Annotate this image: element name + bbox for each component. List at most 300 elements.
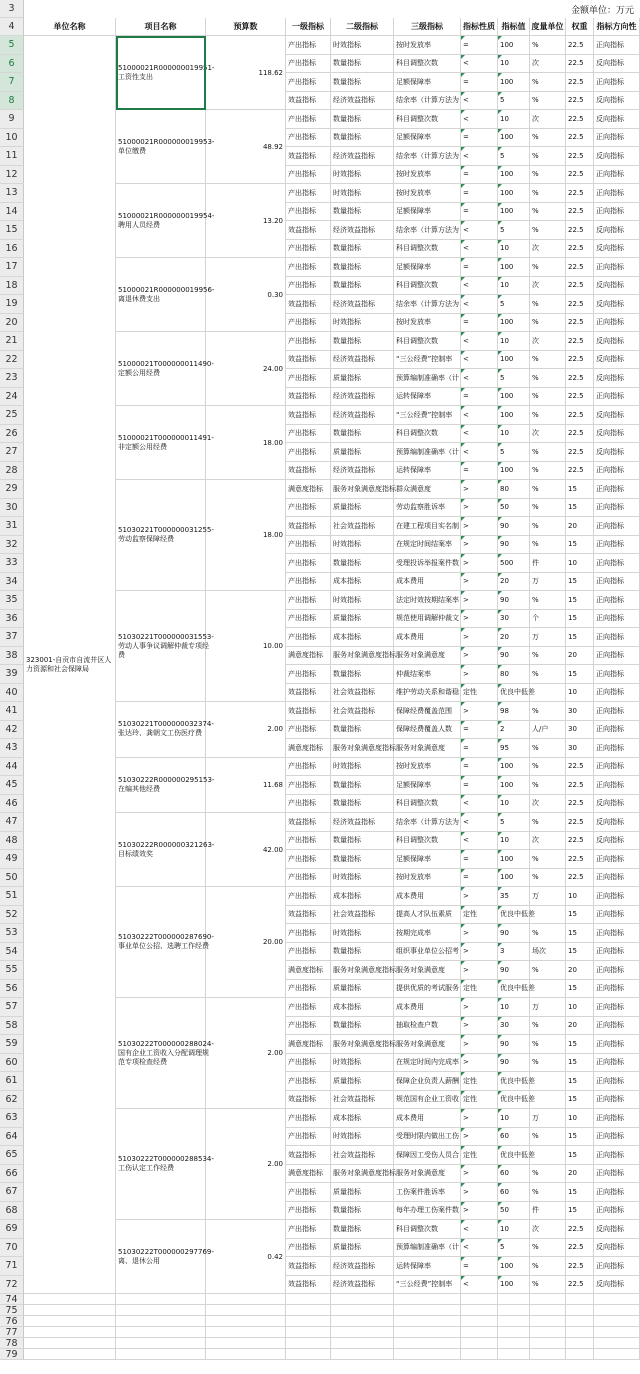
indicator-cell[interactable]: % — [530, 314, 566, 333]
row-header[interactable]: 52 — [0, 906, 24, 925]
indicator-cell[interactable]: 产出指标 — [286, 1109, 331, 1128]
indicator-cell[interactable]: 100 — [498, 129, 530, 148]
indicator-cell[interactable]: 效益指标 — [286, 684, 331, 703]
indicator-cell[interactable]: 结余率（计算方法为 — [394, 813, 461, 832]
row-header[interactable]: 60 — [0, 1054, 24, 1073]
empty-cell[interactable] — [206, 1305, 286, 1316]
indicator-cell[interactable]: 正向指标 — [594, 721, 640, 740]
empty-cell[interactable] — [286, 1305, 331, 1316]
indicator-cell[interactable]: 22.5 — [566, 147, 594, 166]
row-header[interactable]: 14 — [0, 203, 24, 222]
row-header[interactable]: 70 — [0, 1239, 24, 1258]
indicator-cell[interactable]: 科目调整次数 — [394, 277, 461, 296]
indicator-cell[interactable]: 效益指标 — [286, 517, 331, 536]
indicator-cell[interactable]: 反向指标 — [594, 832, 640, 851]
indicator-cell[interactable]: 运转保障率 — [394, 388, 461, 407]
indicator-cell[interactable]: 质量指标 — [331, 980, 394, 999]
indicator-cell[interactable]: 100 — [498, 203, 530, 222]
indicator-cell[interactable]: 正向指标 — [594, 184, 640, 203]
empty-cell[interactable] — [331, 1305, 394, 1316]
indicator-cell[interactable]: % — [530, 1239, 566, 1258]
indicator-cell[interactable]: > — [461, 702, 498, 721]
empty-cell[interactable] — [116, 1338, 206, 1349]
indicator-cell[interactable]: 15 — [566, 980, 594, 999]
indicator-cell[interactable]: > — [461, 647, 498, 666]
indicator-cell[interactable]: 5 — [498, 221, 530, 240]
indicator-cell[interactable]: 个 — [530, 610, 566, 629]
indicator-cell[interactable]: < — [461, 351, 498, 370]
indicator-cell[interactable]: 22.5 — [566, 221, 594, 240]
empty-cell[interactable] — [498, 1327, 530, 1338]
indicator-cell[interactable]: 运转保障率 — [394, 462, 461, 481]
indicator-cell[interactable]: 优良中低差 — [498, 1091, 530, 1110]
empty-cell[interactable] — [286, 1294, 331, 1305]
indicator-cell[interactable]: 产出指标 — [286, 832, 331, 851]
indicator-cell[interactable]: 成本指标 — [331, 573, 394, 592]
row-header[interactable]: 54 — [0, 943, 24, 962]
indicator-cell[interactable]: 15 — [566, 480, 594, 499]
indicator-cell[interactable]: 定性 — [461, 980, 498, 999]
indicator-cell[interactable]: 正向指标 — [594, 961, 640, 980]
indicator-cell[interactable]: > — [461, 887, 498, 906]
indicator-cell[interactable]: 15 — [566, 1202, 594, 1221]
indicator-cell[interactable]: 22.5 — [566, 240, 594, 259]
project-name-cell[interactable]: 51030222T000000288534-工伤认定工作经费 — [116, 1109, 206, 1220]
indicator-cell[interactable]: % — [530, 850, 566, 869]
project-name-cell[interactable]: 51030222T000000297769-离、退休公用 — [116, 1220, 206, 1294]
empty-cell[interactable] — [394, 1327, 461, 1338]
indicator-cell[interactable]: 产出指标 — [286, 203, 331, 222]
indicator-cell[interactable]: 90 — [498, 961, 530, 980]
indicator-cell[interactable]: 效益指标 — [286, 406, 331, 425]
indicator-cell[interactable]: 正向指标 — [594, 1183, 640, 1202]
row-header[interactable]: 30 — [0, 499, 24, 518]
indicator-cell[interactable]: > — [461, 517, 498, 536]
budget-amount-cell[interactable]: 0.42 — [206, 1220, 286, 1294]
row-header[interactable]: 11 — [0, 147, 24, 166]
indicator-cell[interactable]: 正向指标 — [594, 998, 640, 1017]
indicator-cell[interactable]: 经济效益指标 — [331, 221, 394, 240]
empty-cell[interactable] — [116, 1349, 206, 1360]
indicator-cell[interactable]: 正向指标 — [594, 739, 640, 758]
budget-amount-cell[interactable]: 0.30 — [206, 258, 286, 332]
indicator-cell[interactable]: 100 — [498, 1276, 530, 1295]
indicator-cell[interactable]: 效益指标 — [286, 702, 331, 721]
indicator-cell[interactable]: 正向指标 — [594, 573, 640, 592]
empty-cell[interactable] — [206, 1338, 286, 1349]
indicator-cell[interactable]: 按时发放率 — [394, 36, 461, 55]
empty-cell[interactable] — [498, 1316, 530, 1327]
project-name-cell[interactable]: 51030222R000000295153-在编其他经费 — [116, 758, 206, 814]
indicator-cell[interactable]: 反向指标 — [594, 369, 640, 388]
indicator-cell[interactable]: % — [530, 166, 566, 185]
indicator-cell[interactable] — [530, 980, 566, 999]
row-header[interactable]: 6 — [0, 55, 24, 74]
indicator-cell[interactable]: 按时发放率 — [394, 184, 461, 203]
indicator-cell[interactable]: 效益指标 — [286, 813, 331, 832]
indicator-cell[interactable]: 经济效益指标 — [331, 462, 394, 481]
row-header[interactable]: 75 — [0, 1305, 24, 1316]
indicator-cell[interactable]: 产出指标 — [286, 665, 331, 684]
indicator-cell[interactable]: 产出指标 — [286, 1239, 331, 1258]
indicator-cell[interactable]: 按时发放率 — [394, 869, 461, 888]
indicator-cell[interactable]: 15 — [566, 499, 594, 518]
indicator-cell[interactable]: 数量指标 — [331, 425, 394, 444]
indicator-cell[interactable]: > — [461, 1035, 498, 1054]
budget-amount-cell[interactable]: 2.00 — [206, 1109, 286, 1220]
row-header-3[interactable]: 3 — [0, 0, 24, 18]
indicator-cell[interactable]: 社会效益指标 — [331, 1146, 394, 1165]
indicator-cell[interactable]: 运转保障率 — [394, 1257, 461, 1276]
indicator-cell[interactable]: 服务对象满意度指标 — [331, 1165, 394, 1184]
row-header[interactable]: 56 — [0, 980, 24, 999]
indicator-cell[interactable]: = — [461, 203, 498, 222]
indicator-cell[interactable]: = — [461, 1257, 498, 1276]
indicator-cell[interactable]: 22.5 — [566, 369, 594, 388]
indicator-cell[interactable]: 数量指标 — [331, 258, 394, 277]
empty-cell[interactable] — [566, 1338, 594, 1349]
project-name-cell[interactable]: 51030222R000000321263-目标绩效奖 — [116, 813, 206, 887]
budget-amount-cell[interactable]: 18.00 — [206, 406, 286, 480]
indicator-cell[interactable]: 22.5 — [566, 351, 594, 370]
indicator-cell[interactable]: 正向指标 — [594, 776, 640, 795]
indicator-cell[interactable]: 经济效益指标 — [331, 1276, 394, 1295]
indicator-cell[interactable]: < — [461, 332, 498, 351]
row-header[interactable]: 67 — [0, 1183, 24, 1202]
indicator-cell[interactable]: 每年办理工伤案件数 — [394, 1202, 461, 1221]
indicator-cell[interactable]: < — [461, 277, 498, 296]
indicator-cell[interactable]: 时效指标 — [331, 1128, 394, 1147]
indicator-cell[interactable]: 5 — [498, 443, 530, 462]
indicator-cell[interactable]: 服务对象满意度 — [394, 1035, 461, 1054]
indicator-cell[interactable]: 服务对象满意度指标 — [331, 480, 394, 499]
budget-amount-cell[interactable]: 2.00 — [206, 998, 286, 1109]
indicator-cell[interactable]: 100 — [498, 314, 530, 333]
indicator-cell[interactable]: 效益指标 — [286, 1276, 331, 1295]
column-header[interactable]: 权重 — [566, 18, 594, 36]
empty-cell[interactable] — [116, 1305, 206, 1316]
indicator-cell[interactable]: 次 — [530, 277, 566, 296]
indicator-cell[interactable] — [530, 906, 566, 925]
indicator-cell[interactable]: > — [461, 943, 498, 962]
indicator-cell[interactable]: 产出指标 — [286, 573, 331, 592]
indicator-cell[interactable]: % — [530, 1276, 566, 1295]
indicator-cell[interactable]: 90 — [498, 1054, 530, 1073]
empty-cell[interactable] — [24, 1338, 116, 1349]
indicator-cell[interactable]: 产出指标 — [286, 924, 331, 943]
indicator-cell[interactable]: = — [461, 462, 498, 481]
empty-cell[interactable] — [394, 1294, 461, 1305]
indicator-cell[interactable]: 受理时限内做出工伤 — [394, 1128, 461, 1147]
row-header[interactable]: 50 — [0, 869, 24, 888]
indicator-cell[interactable]: 反向指标 — [594, 221, 640, 240]
indicator-cell[interactable]: 科目调整次数 — [394, 832, 461, 851]
indicator-cell[interactable]: 效益指标 — [286, 1257, 331, 1276]
indicator-cell[interactable]: = — [461, 314, 498, 333]
indicator-cell[interactable]: 10 — [566, 684, 594, 703]
row-header[interactable]: 27 — [0, 443, 24, 462]
indicator-cell[interactable]: 正向指标 — [594, 129, 640, 148]
indicator-cell[interactable]: > — [461, 924, 498, 943]
indicator-cell[interactable]: 反向指标 — [594, 795, 640, 814]
row-header[interactable]: 40 — [0, 684, 24, 703]
empty-cell[interactable] — [594, 1316, 640, 1327]
empty-cell[interactable] — [594, 1327, 640, 1338]
indicator-cell[interactable]: 100 — [498, 776, 530, 795]
indicator-cell[interactable]: 服务对象满意度 — [394, 739, 461, 758]
indicator-cell[interactable]: 时效指标 — [331, 758, 394, 777]
indicator-cell[interactable]: 产出指标 — [286, 129, 331, 148]
indicator-cell[interactable]: 次 — [530, 832, 566, 851]
column-header[interactable]: 一级指标 — [286, 18, 331, 36]
indicator-cell[interactable]: 成本费用 — [394, 1109, 461, 1128]
indicator-cell[interactable]: 正向指标 — [594, 314, 640, 333]
indicator-cell[interactable]: 定性 — [461, 684, 498, 703]
indicator-cell[interactable]: 保障经费覆盖范围 — [394, 702, 461, 721]
indicator-cell[interactable]: 服务对象满意度指标 — [331, 1035, 394, 1054]
indicator-cell[interactable]: % — [530, 776, 566, 795]
indicator-cell[interactable]: 成本费用 — [394, 573, 461, 592]
indicator-cell[interactable]: 10 — [566, 998, 594, 1017]
indicator-cell[interactable]: 10 — [498, 998, 530, 1017]
indicator-cell[interactable]: 20 — [498, 628, 530, 647]
indicator-cell[interactable]: 20 — [498, 573, 530, 592]
indicator-cell[interactable]: 100 — [498, 36, 530, 55]
indicator-cell[interactable]: % — [530, 813, 566, 832]
empty-cell[interactable] — [461, 1305, 498, 1316]
indicator-cell[interactable]: 产出指标 — [286, 1202, 331, 1221]
row-header[interactable]: 21 — [0, 332, 24, 351]
indicator-cell[interactable]: % — [530, 665, 566, 684]
empty-cell[interactable] — [594, 1338, 640, 1349]
indicator-cell[interactable]: % — [530, 129, 566, 148]
indicator-cell[interactable]: 22.5 — [566, 462, 594, 481]
indicator-cell[interactable]: 50 — [498, 499, 530, 518]
indicator-cell[interactable]: 正向指标 — [594, 1128, 640, 1147]
indicator-cell[interactable]: 数量指标 — [331, 73, 394, 92]
budget-amount-cell[interactable]: 10.00 — [206, 591, 286, 702]
indicator-cell[interactable]: 60 — [498, 1128, 530, 1147]
row-header[interactable]: 66 — [0, 1165, 24, 1184]
indicator-cell[interactable]: 数量指标 — [331, 240, 394, 259]
empty-cell[interactable] — [24, 1305, 116, 1316]
row-header[interactable]: 20 — [0, 314, 24, 333]
indicator-cell[interactable]: 场次 — [530, 943, 566, 962]
row-header[interactable]: 10 — [0, 129, 24, 148]
indicator-cell[interactable]: 22.5 — [566, 1276, 594, 1295]
empty-cell[interactable] — [206, 1294, 286, 1305]
indicator-cell[interactable]: 10 — [498, 240, 530, 259]
indicator-cell[interactable]: 反向指标 — [594, 277, 640, 296]
empty-cell[interactable] — [24, 1316, 116, 1327]
project-name-cell[interactable]: 51000021R000000019954-聘用人员经费 — [116, 184, 206, 258]
indicator-cell[interactable]: = — [461, 869, 498, 888]
budget-amount-cell[interactable]: 20.00 — [206, 887, 286, 998]
indicator-cell[interactable]: 22.5 — [566, 184, 594, 203]
indicator-cell[interactable]: % — [530, 147, 566, 166]
indicator-cell[interactable]: 反向指标 — [594, 1220, 640, 1239]
indicator-cell[interactable]: 预算编制准确率（计 — [394, 369, 461, 388]
indicator-cell[interactable]: > — [461, 1017, 498, 1036]
indicator-cell[interactable]: 优良中低差 — [498, 1072, 530, 1091]
indicator-cell[interactable]: 30 — [498, 610, 530, 629]
indicator-cell[interactable]: 产出指标 — [286, 258, 331, 277]
indicator-cell[interactable]: 定性 — [461, 906, 498, 925]
row-header[interactable]: 35 — [0, 591, 24, 610]
indicator-cell[interactable]: 产出指标 — [286, 277, 331, 296]
row-header[interactable]: 55 — [0, 961, 24, 980]
indicator-cell[interactable]: 22.5 — [566, 869, 594, 888]
indicator-cell[interactable]: 件 — [530, 1202, 566, 1221]
indicator-cell[interactable]: < — [461, 1220, 498, 1239]
row-header[interactable]: 18 — [0, 277, 24, 296]
indicator-cell[interactable]: 5 — [498, 92, 530, 111]
indicator-cell[interactable]: 22.5 — [566, 295, 594, 314]
indicator-cell[interactable]: % — [530, 203, 566, 222]
indicator-cell[interactable]: 正向指标 — [594, 1165, 640, 1184]
row-header[interactable]: 64 — [0, 1128, 24, 1147]
empty-cell[interactable] — [594, 1294, 640, 1305]
indicator-cell[interactable]: 5 — [498, 369, 530, 388]
row-header[interactable]: 25 — [0, 406, 24, 425]
row-header[interactable]: 28 — [0, 462, 24, 481]
indicator-cell[interactable]: 22.5 — [566, 406, 594, 425]
indicator-cell[interactable]: 10 — [498, 832, 530, 851]
indicator-cell[interactable] — [530, 1146, 566, 1165]
row-header[interactable]: 36 — [0, 610, 24, 629]
empty-cell[interactable] — [461, 1327, 498, 1338]
indicator-cell[interactable]: 15 — [566, 1072, 594, 1091]
indicator-cell[interactable]: 效益指标 — [286, 295, 331, 314]
empty-cell[interactable] — [24, 1327, 116, 1338]
indicator-cell[interactable]: 效益指标 — [286, 388, 331, 407]
empty-cell[interactable] — [286, 1316, 331, 1327]
indicator-cell[interactable]: 数量指标 — [331, 203, 394, 222]
indicator-cell[interactable]: 服务对象满意度 — [394, 647, 461, 666]
row-header[interactable]: 48 — [0, 832, 24, 851]
indicator-cell[interactable]: 产出指标 — [286, 1220, 331, 1239]
empty-cell[interactable] — [566, 1327, 594, 1338]
indicator-cell[interactable]: 满意度指标 — [286, 1165, 331, 1184]
indicator-cell[interactable]: 正向指标 — [594, 647, 640, 666]
indicator-cell[interactable]: % — [530, 480, 566, 499]
empty-cell[interactable] — [566, 1316, 594, 1327]
empty-cell[interactable] — [461, 1338, 498, 1349]
indicator-cell[interactable]: > — [461, 665, 498, 684]
empty-cell[interactable] — [498, 1294, 530, 1305]
indicator-cell[interactable]: 正向指标 — [594, 610, 640, 629]
empty-cell[interactable] — [116, 1316, 206, 1327]
row-header[interactable]: 72 — [0, 1276, 24, 1295]
budget-amount-cell[interactable]: 11.68 — [206, 758, 286, 814]
indicator-cell[interactable]: 数量指标 — [331, 554, 394, 573]
indicator-cell[interactable]: 10 — [498, 1109, 530, 1128]
indicator-cell[interactable]: 效益指标 — [286, 92, 331, 111]
row-header[interactable]: 13 — [0, 184, 24, 203]
row-header[interactable]: 43 — [0, 739, 24, 758]
indicator-cell[interactable]: < — [461, 55, 498, 74]
indicator-cell[interactable]: 件 — [530, 554, 566, 573]
project-name-cell[interactable]: 51030221T000000031255-劳动监察保障经费 — [116, 480, 206, 591]
indicator-cell[interactable]: = — [461, 36, 498, 55]
indicator-cell[interactable]: 产出指标 — [286, 1128, 331, 1147]
row-header[interactable]: 42 — [0, 721, 24, 740]
budget-amount-cell[interactable]: 13.20 — [206, 184, 286, 258]
indicator-cell[interactable]: 保障因工受伤人员合 — [394, 1146, 461, 1165]
indicator-cell[interactable]: 效益指标 — [286, 1091, 331, 1110]
indicator-cell[interactable]: 优良中低差 — [498, 980, 530, 999]
indicator-cell[interactable]: 数量指标 — [331, 832, 394, 851]
row-header[interactable]: 65 — [0, 1146, 24, 1165]
indicator-cell[interactable]: 经济效益指标 — [331, 1257, 394, 1276]
indicator-cell[interactable]: 满意度指标 — [286, 647, 331, 666]
row-header[interactable]: 24 — [0, 388, 24, 407]
empty-cell[interactable] — [566, 1305, 594, 1316]
indicator-cell[interactable]: 效益指标 — [286, 1146, 331, 1165]
indicator-cell[interactable]: 反向指标 — [594, 332, 640, 351]
indicator-cell[interactable]: % — [530, 1165, 566, 1184]
indicator-cell[interactable]: 数量指标 — [331, 850, 394, 869]
indicator-cell[interactable]: 时效指标 — [331, 1054, 394, 1073]
indicator-cell[interactable]: 80 — [498, 665, 530, 684]
indicator-cell[interactable]: 100 — [498, 758, 530, 777]
indicator-cell[interactable]: 预算编制准确率（计 — [394, 1239, 461, 1258]
indicator-cell[interactable]: % — [530, 702, 566, 721]
empty-cell[interactable] — [530, 1327, 566, 1338]
indicator-cell[interactable]: > — [461, 1183, 498, 1202]
indicator-cell[interactable]: 成本指标 — [331, 998, 394, 1017]
column-header[interactable]: 度量单位 — [530, 18, 566, 36]
indicator-cell[interactable]: 正向指标 — [594, 36, 640, 55]
indicator-cell[interactable]: 定性 — [461, 1072, 498, 1091]
indicator-cell[interactable]: 正向指标 — [594, 462, 640, 481]
row-header[interactable]: 39 — [0, 665, 24, 684]
row-header[interactable]: 29 — [0, 480, 24, 499]
indicator-cell[interactable]: 22.5 — [566, 129, 594, 148]
indicator-cell[interactable]: 足额保障率 — [394, 258, 461, 277]
budget-amount-cell[interactable]: 48.92 — [206, 110, 286, 184]
indicator-cell[interactable]: 在规定时间内完成率 — [394, 1054, 461, 1073]
indicator-cell[interactable]: < — [461, 221, 498, 240]
empty-cell[interactable] — [286, 1327, 331, 1338]
indicator-cell[interactable]: 产出指标 — [286, 499, 331, 518]
indicator-cell[interactable]: 产出指标 — [286, 443, 331, 462]
indicator-cell[interactable]: 正向指标 — [594, 591, 640, 610]
row-header[interactable]: 32 — [0, 536, 24, 555]
column-header[interactable]: 二级指标 — [331, 18, 394, 36]
indicator-cell[interactable]: “三公经费”控制率 — [394, 1276, 461, 1295]
indicator-cell[interactable]: 15 — [566, 591, 594, 610]
empty-cell[interactable] — [594, 1305, 640, 1316]
indicator-cell[interactable]: 按时发放率 — [394, 758, 461, 777]
indicator-cell[interactable]: > — [461, 573, 498, 592]
empty-cell[interactable] — [206, 1316, 286, 1327]
indicator-cell[interactable]: 反向指标 — [594, 110, 640, 129]
indicator-cell[interactable]: 22.5 — [566, 203, 594, 222]
indicator-cell[interactable]: 产出指标 — [286, 1183, 331, 1202]
indicator-cell[interactable]: 时效指标 — [331, 166, 394, 185]
indicator-cell[interactable]: 100 — [498, 406, 530, 425]
indicator-cell[interactable]: 次 — [530, 110, 566, 129]
indicator-cell[interactable]: 按期完成率 — [394, 924, 461, 943]
indicator-cell[interactable]: 正向指标 — [594, 1072, 640, 1091]
indicator-cell[interactable]: 社会效益指标 — [331, 684, 394, 703]
indicator-cell[interactable]: 5 — [498, 147, 530, 166]
indicator-cell[interactable]: 22.5 — [566, 92, 594, 111]
indicator-cell[interactable]: 反向指标 — [594, 55, 640, 74]
indicator-cell[interactable]: 正向指标 — [594, 665, 640, 684]
indicator-cell[interactable]: 30 — [566, 739, 594, 758]
